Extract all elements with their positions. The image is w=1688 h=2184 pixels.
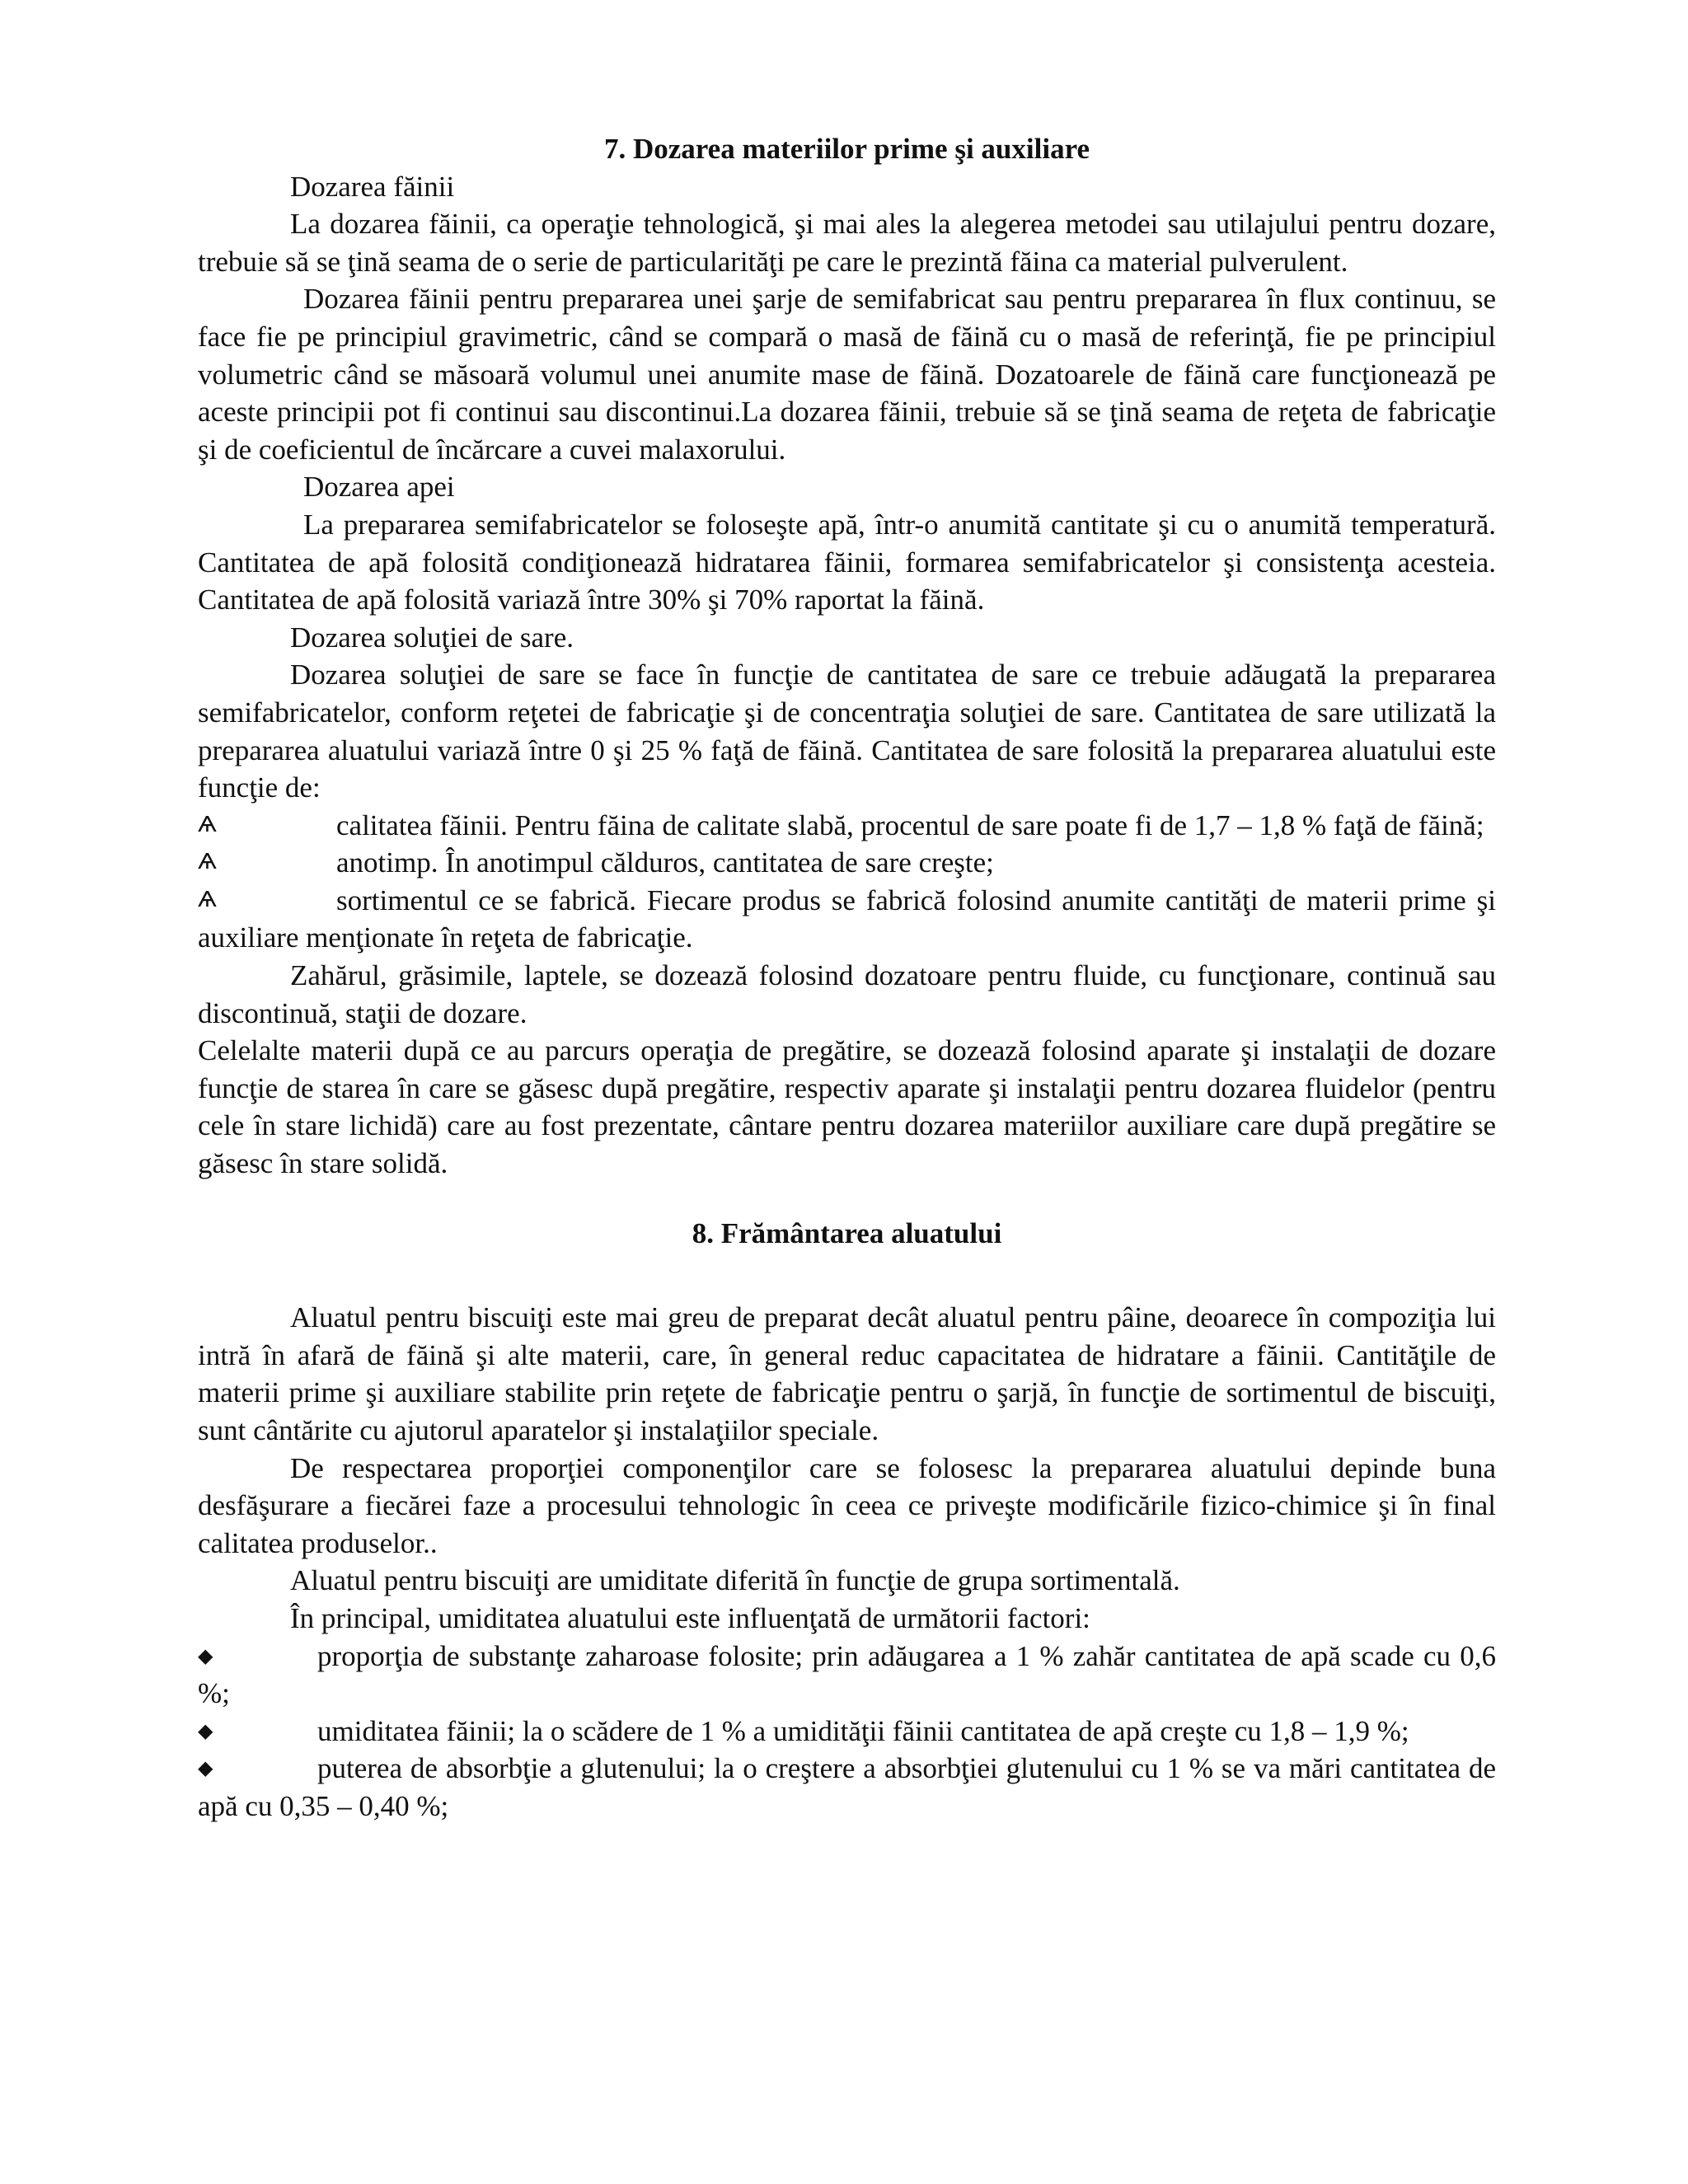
list-item (198, 1750, 1496, 1825)
paragraph: Dozarea soluţiei de sare se face în funcţie de cantitatea de sare ce trebuie adăugată la prepararea semifabricatelor, conform reţetei de fabricaţie şi de concentraţia soluţiei de sare. Cantitatea de sare utilizată la prepararea aluatului variază între 0 şi 25 % faţă de făină. Cantitatea de sare folosită la prepararea aluatului este funcţie de: (198, 658, 1496, 804)
list-item-text: calitatea făinii. Pentru făina de calitate slabă, procentul de sare poate fi de 1,7 – 1,8 % faţă de făină; (336, 808, 1484, 841)
list-item-text: puterea de absorbţie a glutenului; la o creştere a absorbţiei glutenului cu 1 % se va mări cantitatea de apă cu 0,35 – 0,40 %; (198, 1752, 1496, 1822)
list-item (198, 844, 1496, 882)
subheading-salt-dosing: Dozarea soluţiei de sare. (290, 621, 574, 654)
paragraph: În principal, umiditatea aluatului este influenţată de următorii factori: (290, 1601, 1090, 1634)
paragraph: La prepararea semifabricatelor se foloseşte apă, într-o anumită cantitate şi cu o anumită temperatură. Cantitatea de apă folosită condiţionează hidratarea făinii, formarea semifabricatelor şi consistenţa acesteia. Cantitatea de apă folosită variază între 30% şi 70% raportat la făină. (198, 508, 1496, 616)
section-8-title: 8. Frământarea aluatului (692, 1216, 1002, 1249)
list-item (198, 882, 1496, 957)
diamond-bullet-icon: ◆ (198, 1718, 213, 1742)
list-item-text: proporţia de substanţe zaharoase folosite; prin adăugarea a 1 % zahăr cantitatea de apă scade cu 0,6 %; (198, 1639, 1496, 1710)
diamond-bullet-icon: ◆ (198, 1643, 213, 1667)
list-item (198, 1638, 1496, 1713)
bullet-icon: Ѧ (198, 850, 217, 875)
paragraph: Aluatul pentru biscuiţi are umiditate diferită în funcţie de grupa sortimentală. (290, 1564, 1180, 1597)
list-item-text: sortimentul ce se fabrică. Fiecare produs se fabrică folosind anumite cantităţi de materii prime şi auxiliare menţionate în reţeta de fabricaţie. (198, 883, 1496, 954)
list-item-text: anotimp. În anotimpul călduros, cantitatea de sare creşte; (336, 846, 994, 879)
paragraph: Celelalte materii după ce au parcurs operaţia de pregătire, se dozează folosind aparate şi instalaţii de dozare funcţie de starea în care se găsesc după pregătire, respectiv aparate şi instalaţii pentru dozarea fluidelor (pentru cele în stare lichidă) care au fost prezentate, cântare pentru dozarea materiilor auxiliare care după pregătire se găsesc în stare solidă. (198, 1034, 1496, 1180)
bullet-icon: Ѧ (198, 812, 217, 837)
list-item (198, 1713, 1496, 1750)
list-item (198, 807, 1496, 845)
list-item-text: umiditatea făinii; la o scădere de 1 % a umidităţii făinii cantitatea de apă creşte cu 1,8 – 1,9 %; (317, 1714, 1409, 1747)
bullet-icon: Ѧ (198, 887, 217, 912)
paragraph: De respectarea proporţiei componenţilor care se folosesc la prepararea aluatului depinde buna desfăşurare a fiecărei faze a procesului tehnologic în ceea ce priveşte modificările fizico-chimice şi în final calitatea produselor.. (198, 1451, 1496, 1559)
section-7-title: 7. Dozarea materiilor prime şi auxiliare (603, 133, 1090, 165)
subheading-water-dosing: Dozarea apei (303, 471, 455, 504)
paragraph: Aluatul pentru biscuiţi este mai greu de preparat decât aluatul pentru pâine, deoarece în compoziţia lui intră în afară de făină şi alte materii, care, în general reduc capacitatea de hidratare a făinii. Cantităţile de materii prime şi auxiliare stabilite prin reţete de fabricaţie pentru o şarjă, în funcţie de sortimentul de biscuiţi, sunt cântărite cu ajutorul aparatelor şi instalaţiilor speciale. (198, 1301, 1496, 1446)
diamond-bullet-icon: ◆ (198, 1756, 213, 1780)
paragraph: Zahărul, grăsimile, laptele, se dozează folosind dozatoare pentru fluide, cu funcţionare, continuă sau discontinuă, staţii de dozare. (198, 959, 1496, 1029)
paragraph: La dozarea făinii, ca operaţie tehnologică, şi mai ales la alegerea metodei sau utilajului pentru dozare, trebuie să se ţină seama de o serie de particularităţi pe care le prezintă făina ca material pulverulent. (198, 208, 1496, 278)
paragraph: Dozarea făinii pentru prepararea unei şarje de semifabricat sau pentru prepararea în flux continuu, se face fie pe principiul gravimetric, când se compară o masă de făină cu o masă de referinţă, fie pe principiul volumetric când se măsoară volumul unei anumite mase de făină. Dozatoarele de făină care funcţionează pe aceste principii pot fi continui sau discontinui.La dozarea făinii, trebuie să se ţină seama de reţeta de fabricaţie şi de coeficientul de încărcare a cuvei malaxorului. (198, 283, 1496, 466)
document-page (198, 130, 1496, 1825)
subheading-flour-dosing: Dozarea făinii (290, 170, 455, 203)
